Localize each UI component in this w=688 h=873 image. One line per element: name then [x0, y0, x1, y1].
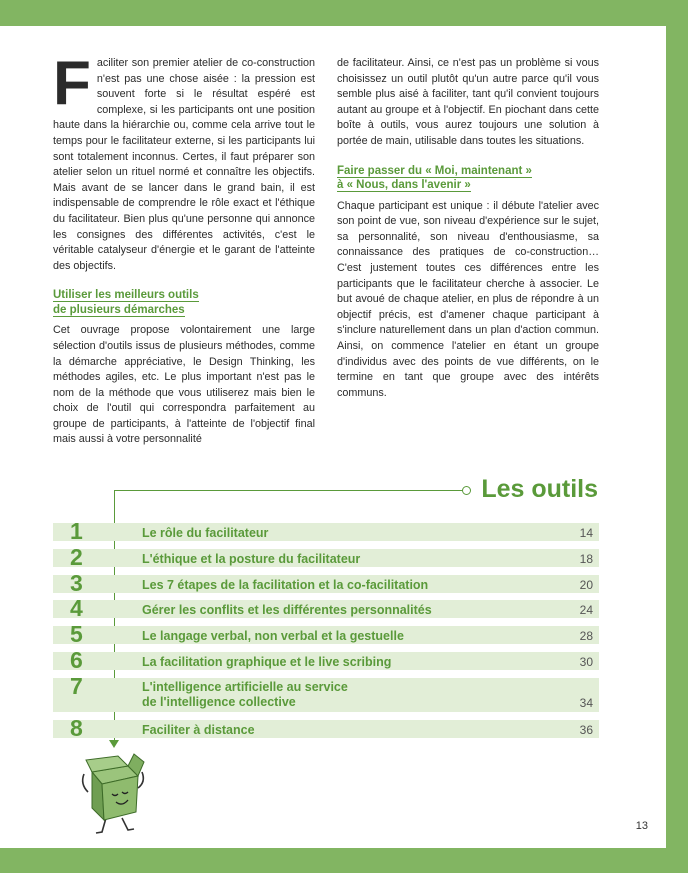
toc-page: 36: [579, 722, 593, 737]
left-column: [53, 49, 315, 448]
toc-label-line-1: L'intelligence artificielle au service: [142, 679, 348, 694]
toc-number: 8: [70, 714, 83, 741]
subheading-moi-nous: [337, 164, 599, 193]
toc-label: Les 7 étapes de la facilitation et la co-facilitation: [142, 577, 429, 592]
section-text-outils: Cet ouvrage propose volontairement une large sélection d'outils issus de plusieurs méthodes, comme la démarche appréciative, le Design Thinking, les méthodes agiles, etc. Le plus important n'est pas le nom de la méthode que vous utiliserez mais bien le choix de l'outil qui correspondra parfaitement au groupe de participants, à l'atteinte de l'objectif final mais aussi à votre personnalité: [53, 324, 315, 446]
toc-number: 7: [70, 672, 83, 699]
toc-page: 28: [579, 629, 593, 644]
toc-label: Gérer les conflits et les différentes personnalités: [142, 603, 432, 618]
subheading-line-2: de plusieurs démarches: [53, 303, 185, 316]
toc-row-7[interactable]: [53, 672, 599, 712]
toc-page: 30: [579, 654, 593, 669]
toc-row-1[interactable]: [53, 518, 599, 544]
toc-label: [142, 680, 522, 710]
subheading-line-2: à « Nous, dans l'avenir »: [337, 179, 471, 192]
toc-number: 4: [70, 595, 83, 622]
toc-row-3[interactable]: [53, 569, 599, 596]
section-text-participant: Chaque participant est unique : il débute l'atelier avec son point de vue, son niveau d'expérience sur le sujet, sa personnalité, son niveau d'enthousiasme, sa connaissance des pratiques de co-construction… C'est justement toutes ces différences entre les participants que le facilitateur cherche à associer. Le but avoué de chaque atelier, en plus de répondre à un objectif précis, est d'amener chaque participant à s'inclure naturellement dans un plan d'action commun. Ainsi, on commence l'atelier en étant un groupe d'individus avec des points de vue différents, on le termine en tant que groupe avec des intérêts communs.: [337, 199, 599, 399]
toc-number: 6: [70, 646, 83, 673]
table-of-contents: [53, 518, 599, 745]
page-number: 13: [635, 820, 648, 832]
toc-page: 14: [579, 526, 593, 540]
toc-number: 3: [70, 569, 83, 596]
toc-row-8[interactable]: [53, 714, 599, 741]
toc-page: 18: [579, 551, 593, 566]
toc-page: 34: [579, 695, 593, 710]
outils-title: Les outils: [481, 475, 598, 503]
toc-row-6[interactable]: [53, 646, 599, 673]
continuation-paragraph: de facilitateur. Ainsi, ce n'est pas un problème si vous choisissez un outil plutôt qu'un autre parce qu'il vous semble plus aisé à faciliter, tant qu'il convient toujours autant au groupe et à l'objectif. En piochant dans cette boîte à outils, vous aurez toujours une solution à portée de main, utilisable dans toutes les situations.: [337, 57, 599, 147]
toc-label-line-2: de l'intelligence collective: [142, 694, 296, 709]
toc-label: Le rôle du facilitateur: [142, 526, 269, 540]
toc-label: La facilitation graphique et le live scribing: [142, 654, 392, 669]
subheading-line-1: Utiliser les meilleurs outils: [53, 289, 199, 302]
toc-number: 2: [70, 543, 83, 570]
page: [0, 26, 666, 848]
intro-paragraph: [53, 49, 315, 274]
subheading-line-1: Faire passer du « Moi, maintenant »: [337, 164, 532, 177]
toc-label: Faciliter à distance: [142, 722, 255, 737]
toc-label: Le langage verbal, non verbal et la gestuelle: [142, 629, 404, 644]
toc-row-2[interactable]: [53, 543, 599, 570]
drop-cap: F: [53, 49, 91, 118]
toc-page: 24: [579, 603, 593, 618]
toc-row-4[interactable]: [53, 595, 599, 622]
subheading-meilleurs-outils: [53, 288, 315, 317]
toc-page: 20: [579, 577, 593, 592]
box-mascot-icon: [78, 748, 150, 836]
connector-dot: [462, 486, 471, 495]
toc-number: 5: [70, 621, 83, 648]
toc-row-5[interactable]: [53, 621, 599, 648]
connector-line-horizontal: [114, 490, 464, 491]
right-column: [337, 56, 599, 401]
toc-label: L'éthique et la posture du facilitateur: [142, 551, 361, 566]
intro-text: aciliter son premier atelier de co-construction n'est pas une chose aisée : la pression est souvent forte si le résultat espéré est complexe, si les participants ont une position haute dans la hiérarchie ou, comme cela arrive tout le temps pour le facilitateur externe, si les participants lui sont totalement inconnus. Certes, il faut préparer son atelier selon un rituel normé et connaître les objectifs. Mais avant de se lancer dans le grand bain, il est indispensable de comprendre le rôle exact et l'éthique du facilitateur. Bien plus qu'une personne qui annonce les consignes des différentes activités, c'est le véritable catalyseur d'énergie et le garant de l'atteinte des objectifs.: [53, 57, 315, 272]
toc-number: 1: [70, 518, 83, 544]
